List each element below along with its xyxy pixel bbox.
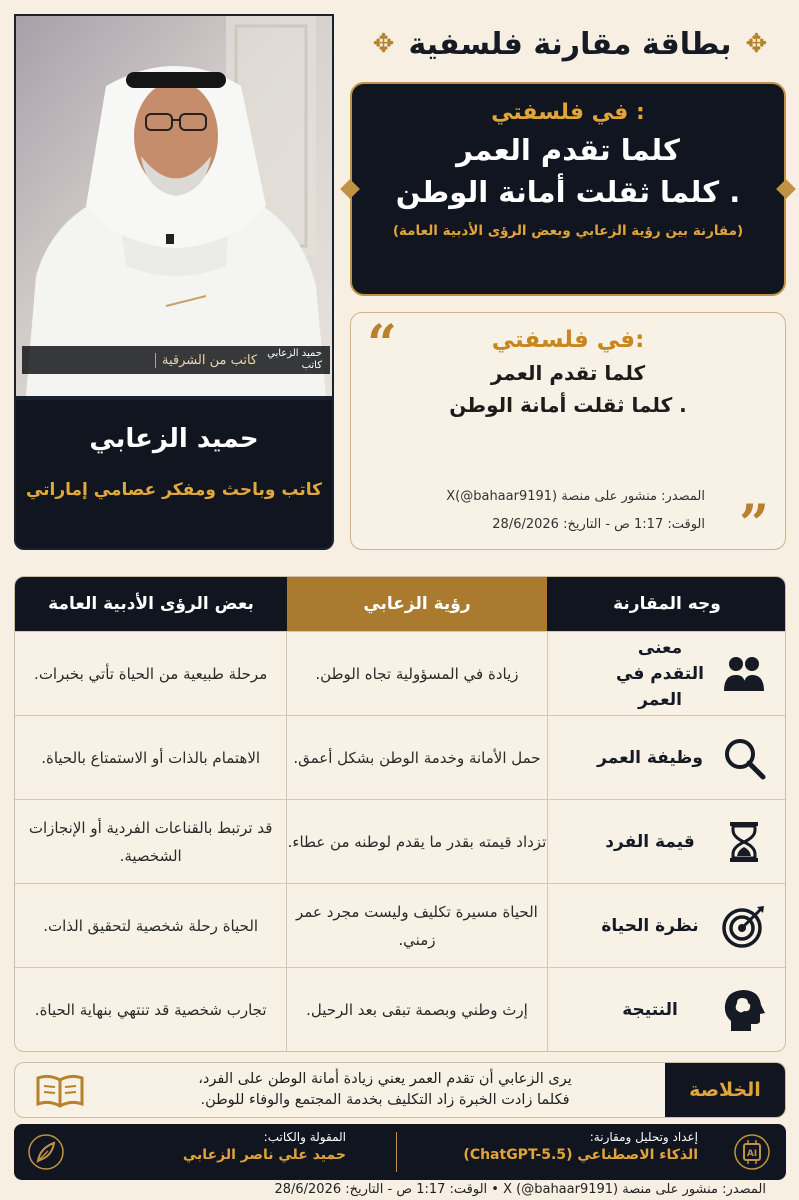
quote-line1: كلما تقدم العمر — [490, 361, 646, 385]
author-name-box — [14, 398, 334, 550]
lower-third-role: كاتب — [301, 360, 322, 371]
featured-quote-note: (مقارنة بين رؤية الزعابي وبعض الرؤى الأدبية العامة) — [392, 223, 744, 239]
cell-zaabi: تزداد قيمته بقدر ما يقدم لوطنه من عطاء. — [286, 800, 547, 883]
header-zaabi: رؤية الزعابي — [287, 577, 547, 631]
card-title — [345, 14, 795, 74]
open-quote-icon: “ — [367, 314, 397, 375]
cell-aspect — [548, 800, 786, 883]
card-title-text: بطاقة مقارنة فلسفية — [408, 26, 732, 62]
table-row — [15, 715, 786, 799]
tv-lower-third — [22, 346, 330, 374]
summary-label: الخلاصة — [665, 1063, 785, 1117]
cell-aspect — [548, 968, 786, 1051]
ai-chip-label: AI — [746, 1149, 758, 1159]
featured-quote-line1: كلما تقدم العمر — [456, 133, 680, 167]
target-icon — [721, 903, 767, 949]
author-photo — [14, 14, 334, 398]
cell-aspect — [548, 884, 786, 967]
lower-third-name: حميد الزعابي — [267, 348, 322, 359]
ornament-icon: ✥ — [372, 29, 395, 59]
featured-quote-heading: في فلسفتي : — [491, 100, 645, 125]
bottom-source-line: المصدر: منشور على منصة X (@bahaar9191) • الوقت: 1:17 ص - التاريخ: 28/6/2026 — [274, 1182, 766, 1197]
quote-time: الوقت: 1:17 ص - التاريخ: 28/6/2026 — [492, 517, 705, 532]
cell-aspect — [548, 632, 786, 715]
cell-general: الحياة رحلة شخصية لتحقيق الذات. — [43, 916, 259, 935]
prepared-by — [463, 1130, 698, 1163]
aspect-label: قيمة الفرد — [605, 831, 695, 852]
cell-zaabi: زيادة في المسؤولية تجاه الوطن. — [286, 632, 547, 715]
cell-general: قد ترتبط بالقناعات الفردية أو الإنجازات الشخصية. — [28, 818, 273, 865]
header-aspect: وجه المقارنة — [547, 577, 786, 631]
author-description: كاتب وباحث ومفكر عصامي إماراتي — [25, 480, 323, 500]
author-photo-illustration — [16, 16, 332, 396]
table-row — [15, 967, 786, 1051]
lower-third-text — [267, 348, 322, 372]
cell-zaabi: إرث وطني وبصمة تبقى بعد الرحيل. — [286, 968, 547, 1051]
quote-source: المصدر: منشور على منصة X(@bahaar9191) — [446, 489, 705, 504]
close-quote-icon: ” — [739, 494, 769, 555]
comparison-table — [14, 576, 786, 1052]
summary-line1: يرى الزعابي أن تقدم العمر يعني زيادة أمانة الوطن على الفرد، — [198, 1071, 572, 1087]
quote-author — [183, 1130, 346, 1163]
cell-general: الاهتمام بالذات أو الاستمتاع بالحياة. — [41, 748, 261, 767]
summary-box — [14, 1062, 786, 1118]
aspect-label: وظيفة العمر — [597, 747, 703, 768]
feather-pen-icon — [28, 1134, 64, 1170]
book-icon — [35, 1073, 85, 1109]
aspect-label: معنى التقدم في العمر — [616, 637, 704, 710]
table-row — [15, 883, 786, 967]
ornament-icon: ✥ — [745, 29, 768, 59]
quote-author-label: المقولة والكاتب: — [263, 1130, 346, 1144]
ai-chip-icon — [734, 1134, 770, 1170]
prepared-by-label: إعداد وتحليل ومقارنة: — [589, 1130, 698, 1144]
head-icon — [721, 987, 767, 1033]
prepared-by-value: الذكاء الاصطناعي (ChatGPT-5.5) — [463, 1147, 698, 1163]
table-header — [15, 577, 786, 631]
header-general: بعض الرؤى الأدبية العامة — [15, 577, 287, 631]
summary-text — [115, 1069, 655, 1111]
footer-bar — [14, 1124, 786, 1180]
people-icon — [721, 651, 767, 697]
featured-quote-box — [350, 82, 786, 296]
aspect-label: النتيجة — [622, 999, 678, 1020]
cell-general: تجارب شخصية قد تنتهي بنهاية الحياة. — [34, 1000, 267, 1019]
aspect-label: نظرة الحياة — [601, 915, 699, 936]
quote-author-value: حميد علي ناصر الزعابي — [182, 1147, 346, 1163]
quote-line2: كلما ثقلت أمانة الوطن . — [449, 393, 687, 417]
cell-zaabi: الحياة مسيرة تكليف وليست مجرد عمر زمني. — [286, 884, 547, 967]
table-row — [15, 799, 786, 883]
author-name: حميد الزعابي — [89, 424, 259, 454]
featured-quote-line2: كلما ثقلت أمانة الوطن . — [395, 175, 741, 209]
hourglass-icon — [721, 819, 767, 865]
table-row — [15, 631, 786, 715]
search-icon — [721, 735, 767, 781]
quote-box — [350, 312, 786, 555]
cell-aspect — [548, 716, 786, 799]
footer-divider — [396, 1132, 397, 1172]
cell-zaabi: حمل الأمانة وخدمة الوطن بشكل أعمق. — [286, 716, 547, 799]
program-logo: كاتب من الشرقية — [155, 353, 257, 368]
quote-heading: في فلسفتي: — [491, 327, 645, 353]
cell-general: مرحلة طبيعية من الحياة تأتي بخبرات. — [34, 664, 268, 683]
summary-line2: فكلما زادت الخبرة زاد التكليف بخدمة المجتمع والوفاء للوطن. — [200, 1092, 570, 1108]
